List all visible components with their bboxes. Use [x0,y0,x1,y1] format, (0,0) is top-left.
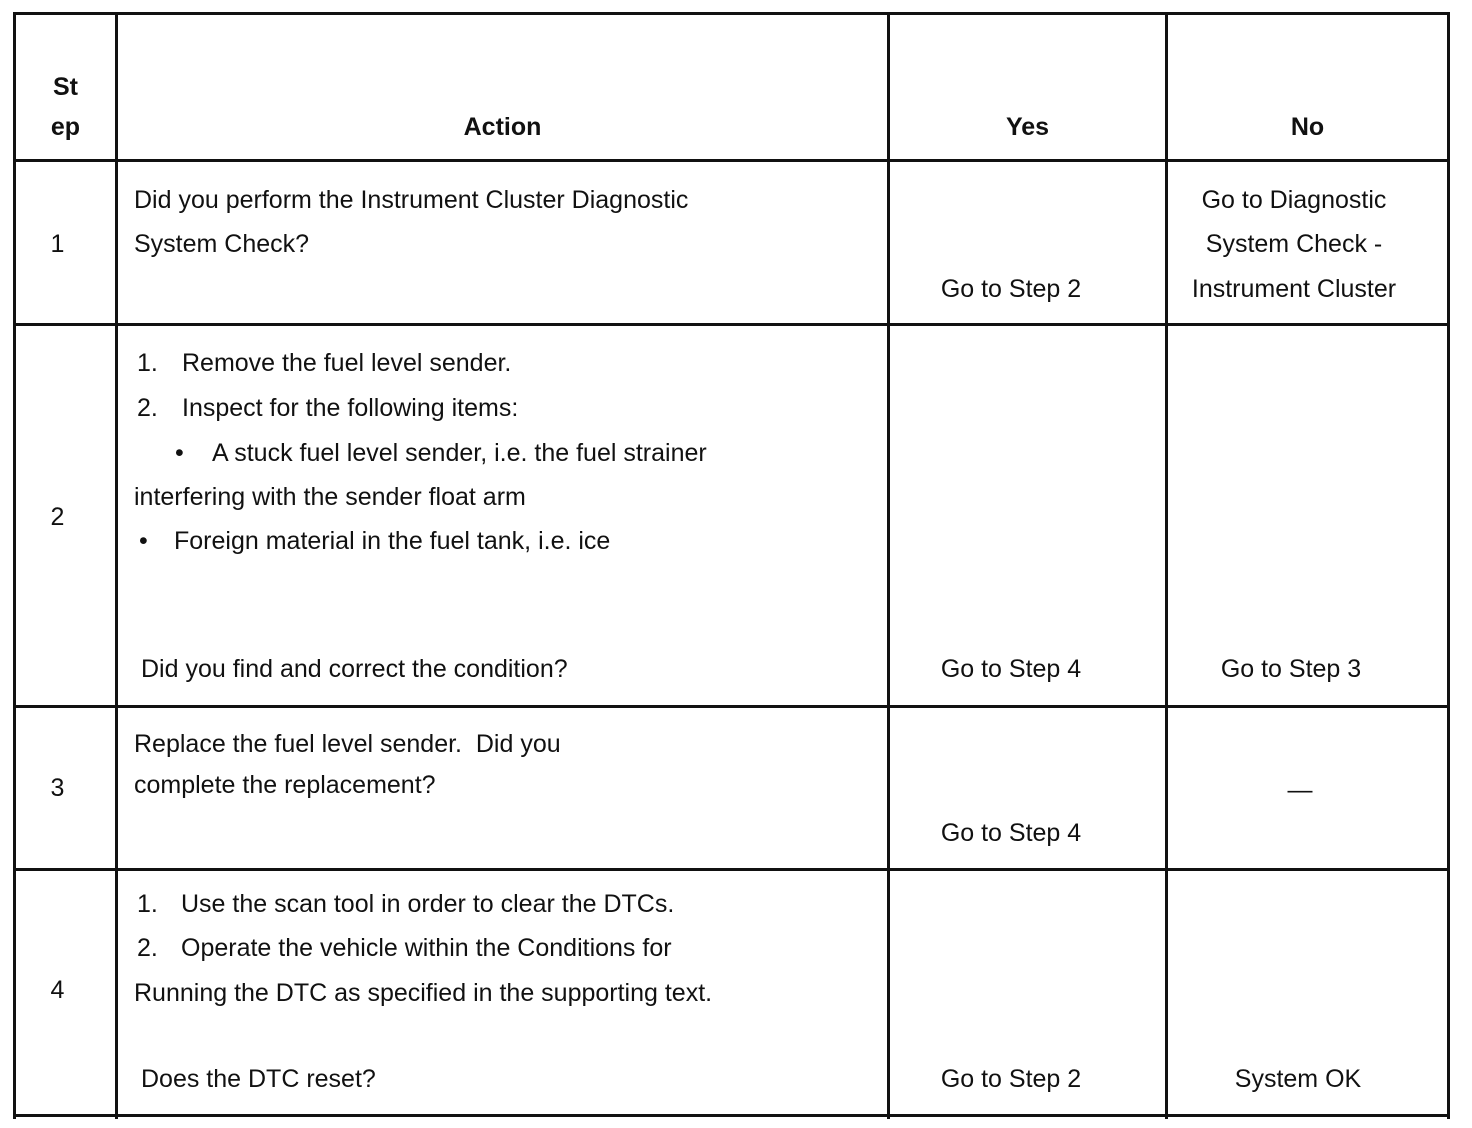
header-action: Action [463,113,542,141]
list-number: 2. [137,934,158,962]
table-rule [1447,13,1450,1119]
action-text: Running the DTC as specified in the supporting text. [134,979,713,1007]
step-number: 4 [50,976,65,1004]
action-text: A stuck fuel level sender, i.e. the fuel strainer [212,439,707,467]
header-yes: Yes [1005,113,1050,141]
list-number: 1. [137,890,158,918]
yes-result: Go to Step 2 [940,275,1082,303]
no-result: Instrument Cluster [1191,275,1397,303]
no-result: System Check - [1205,230,1383,258]
list-number: 1. [137,349,158,377]
no-result: Go to Diagnostic [1201,186,1387,214]
action-text: Remove the fuel level sender. [182,349,512,377]
table-rule [13,12,1450,15]
table-rule [13,868,1450,871]
action-question: Does the DTC reset? [141,1065,376,1093]
step-number: 2 [50,503,65,531]
action-text: Use the scan tool in order to clear the DTCs. [181,890,675,918]
table-rule [13,705,1450,708]
action-text: Inspect for the following items: [182,394,519,422]
step-number: 1 [50,230,65,258]
action-text: Replace the fuel level sender. Did you [134,730,561,758]
action-question: Did you find and correct the condition? [141,655,568,683]
table-rule [13,323,1450,326]
header-step: St [53,73,78,101]
table-rule [115,13,118,1119]
step-number: 3 [50,774,65,802]
table-rule [1165,13,1168,1119]
action-text: interfering with the sender float arm [134,483,526,511]
table-rule [887,13,890,1119]
no-result: System OK [1234,1065,1362,1093]
yes-result: Go to Step 4 [940,819,1082,847]
table-rule [13,13,16,1119]
table-rule [13,159,1450,162]
no-result: — [1287,776,1313,804]
header-step: ep [50,113,81,141]
action-text: Operate the vehicle within the Conditions for [181,934,672,962]
table-rule [13,1114,1450,1117]
action-text: Did you perform the Instrument Cluster Diagnostic [134,186,689,214]
list-number: 2. [137,394,158,422]
bullet-mark: • [175,439,184,467]
header-no: No [1290,113,1325,141]
action-text: System Check? [134,230,310,258]
no-result: Go to Step 3 [1220,655,1362,683]
yes-result: Go to Step 4 [940,655,1082,683]
action-text: Foreign material in the fuel tank, i.e. ice [174,527,611,555]
bullet-mark: • [139,527,148,555]
action-text: complete the replacement? [134,771,436,799]
yes-result: Go to Step 2 [940,1065,1082,1093]
